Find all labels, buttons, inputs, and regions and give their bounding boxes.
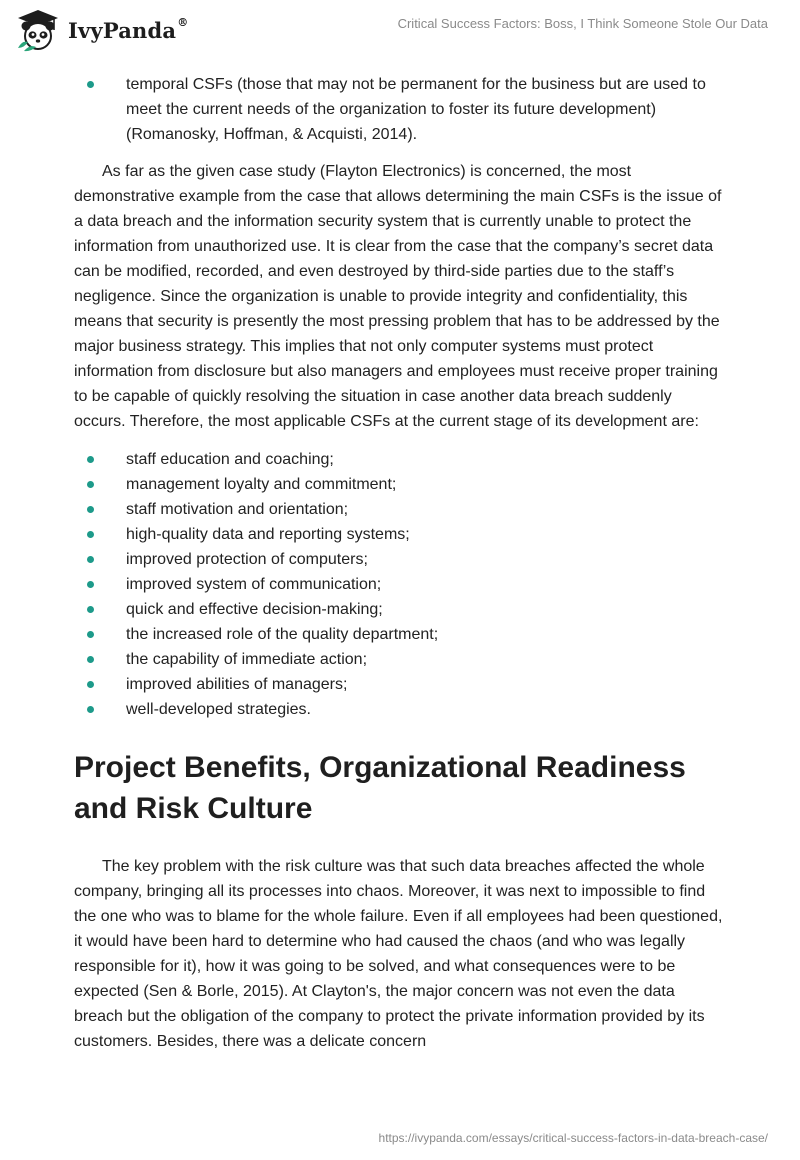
ivypanda-logo[interactable] xyxy=(14,8,188,52)
bullet-icon xyxy=(87,481,94,488)
bullet-icon xyxy=(87,81,94,88)
list-item: staff motivation and orientation; xyxy=(74,497,726,522)
list-item: well-developed strategies. xyxy=(74,697,726,722)
paragraph-risk-culture: The key problem with the risk culture was that such data breaches affected the whole company, bringing all its processes into chaos. Moreover, it was next to impossible to find the one who was to blame for the whole failure. Even if all employees had been questioned, it would have been hard to determine who had caused the chaos (and who was legally responsible for it), how it was going to be solved, and what consequences were to be expected (Sen & Borle, 2015). At Clayton's, the major concern was not even the data breach but the obligation of the company to protect the private information provided by its customers. Besides, there was a delicate concern xyxy=(74,858,723,1050)
bullet-icon xyxy=(87,581,94,588)
document-title: Critical Success Factors: Boss, I Think Someone Stole Our Data xyxy=(397,16,768,31)
bullet-icon xyxy=(87,656,94,663)
page-header xyxy=(0,0,800,62)
list-item: the capability of immediate action; xyxy=(74,647,726,672)
bullet-icon xyxy=(87,681,94,688)
paragraph-case-study: As far as the given case study (Flayton Electronics) is concerned, the most demonstrative example from the case that allows determining the main CSFs is the issue of a data breach and the information security system that is currently unable to protect the information from unauthorized use. It is clear from the case that the company’s secret data can be modified, recorded, and even destroyed by third-side parties due to the staff’s negligence. Since the organization is unable to provide integrity and confidentiality, this means that security is presently the most pressing problem that has to be addressed by the major business strategy. This implies that not only computer systems must protect information from disclosure but also managers and employees must receive proper training to be capable of quickly resolving the situation in case another data breach suddenly occurs. Therefore, the most applicable CSFs at the current stage of its development are: xyxy=(74,163,722,430)
bullet-icon xyxy=(87,456,94,463)
bullet-icon xyxy=(87,706,94,713)
logo-wordmark: IvyPanda® xyxy=(68,15,189,43)
bullet-icon xyxy=(87,556,94,563)
list-item: temporal CSFs (those that may not be permanent for the business but are used to meet the current needs of the organization to foster its future development) (Romanosky, Hoffman, & Acquisti, 2014). xyxy=(74,72,726,147)
list-item: quick and effective decision-making; xyxy=(74,597,726,622)
csf-bullet-list xyxy=(74,447,726,722)
list-item: management loyalty and commitment; xyxy=(74,472,726,497)
list-item: staff education and coaching; xyxy=(74,447,726,472)
panda-graduation-icon xyxy=(14,8,62,52)
article-body xyxy=(74,72,726,1054)
source-url[interactable]: https://ivypanda.com/essays/critical-success-factors-in-data-breach-case/ xyxy=(378,1131,768,1145)
bullet-icon xyxy=(87,531,94,538)
list-item: improved abilities of managers; xyxy=(74,672,726,697)
list-item: high-quality data and reporting systems; xyxy=(74,522,726,547)
bullet-icon xyxy=(87,631,94,638)
list-item: improved system of communication; xyxy=(74,572,726,597)
intro-bullet-list xyxy=(74,72,726,147)
bullet-icon xyxy=(87,606,94,613)
section-heading: Project Benefits, Organizational Readiness and Risk Culture xyxy=(74,751,686,825)
bullet-icon xyxy=(87,506,94,513)
list-item: improved protection of computers; xyxy=(74,547,726,572)
list-item: the increased role of the quality department; xyxy=(74,622,726,647)
